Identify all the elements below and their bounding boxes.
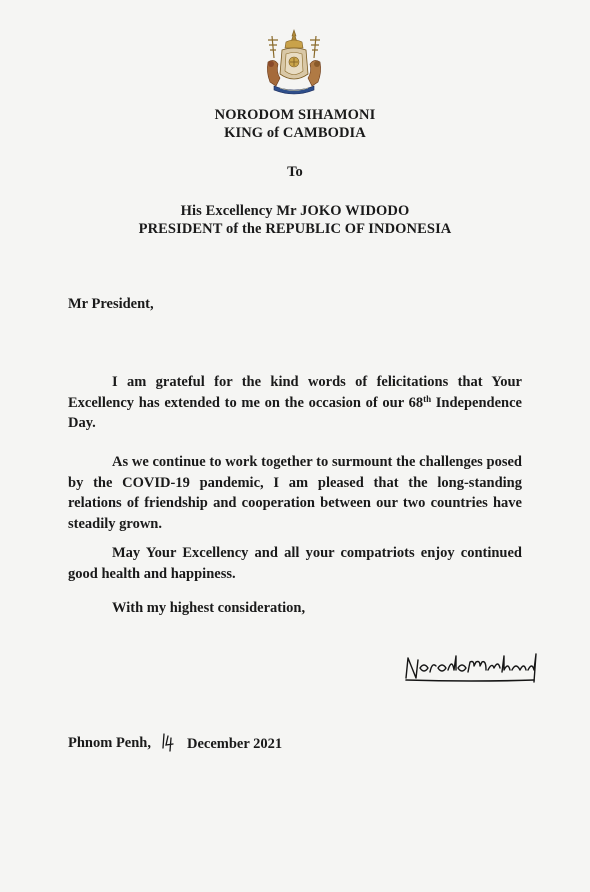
royal-coat-of-arms-icon bbox=[262, 28, 326, 100]
paragraph-gratitude bbox=[68, 372, 522, 434]
place-label: Phnom Penh, bbox=[68, 735, 151, 751]
recipient-title: PRESIDENT of the REPUBLIC OF INDONESIA bbox=[138, 221, 452, 237]
salutation: Mr President, bbox=[68, 296, 154, 312]
ordinal-suffix: th bbox=[423, 393, 432, 404]
sender-title: KING of CAMBODIA bbox=[224, 125, 366, 141]
paragraph-cooperation: As we continue to work together to surmount the challenges posed by the COVID-19 pandemic, I am pleased that the long-standing relations of friendship and cooperation between our two countries have steadily grown. bbox=[68, 454, 522, 532]
date-month-year: December 2021 bbox=[187, 736, 283, 752]
recipient-name: His Excellency Mr JOKO WIDODO bbox=[180, 203, 410, 219]
to-label: To bbox=[287, 164, 303, 180]
paragraph-gratitude-end: Independence Day. bbox=[68, 394, 522, 431]
date-line bbox=[68, 735, 151, 752]
signature-image bbox=[402, 648, 542, 688]
handwritten-day-image bbox=[161, 731, 177, 753]
paragraph-wishes: May Your Excellency and all your compatriots enjoy continued good health and happiness. bbox=[68, 545, 522, 582]
sender-name: NORODOM SIHAMONI bbox=[214, 107, 376, 123]
paragraph-gratitude-text: I am grateful for the kind words of felicitations that Your Excellency has extended to me on the occasion of our 68 bbox=[68, 374, 522, 411]
closing-line: With my highest consideration, bbox=[112, 600, 306, 616]
